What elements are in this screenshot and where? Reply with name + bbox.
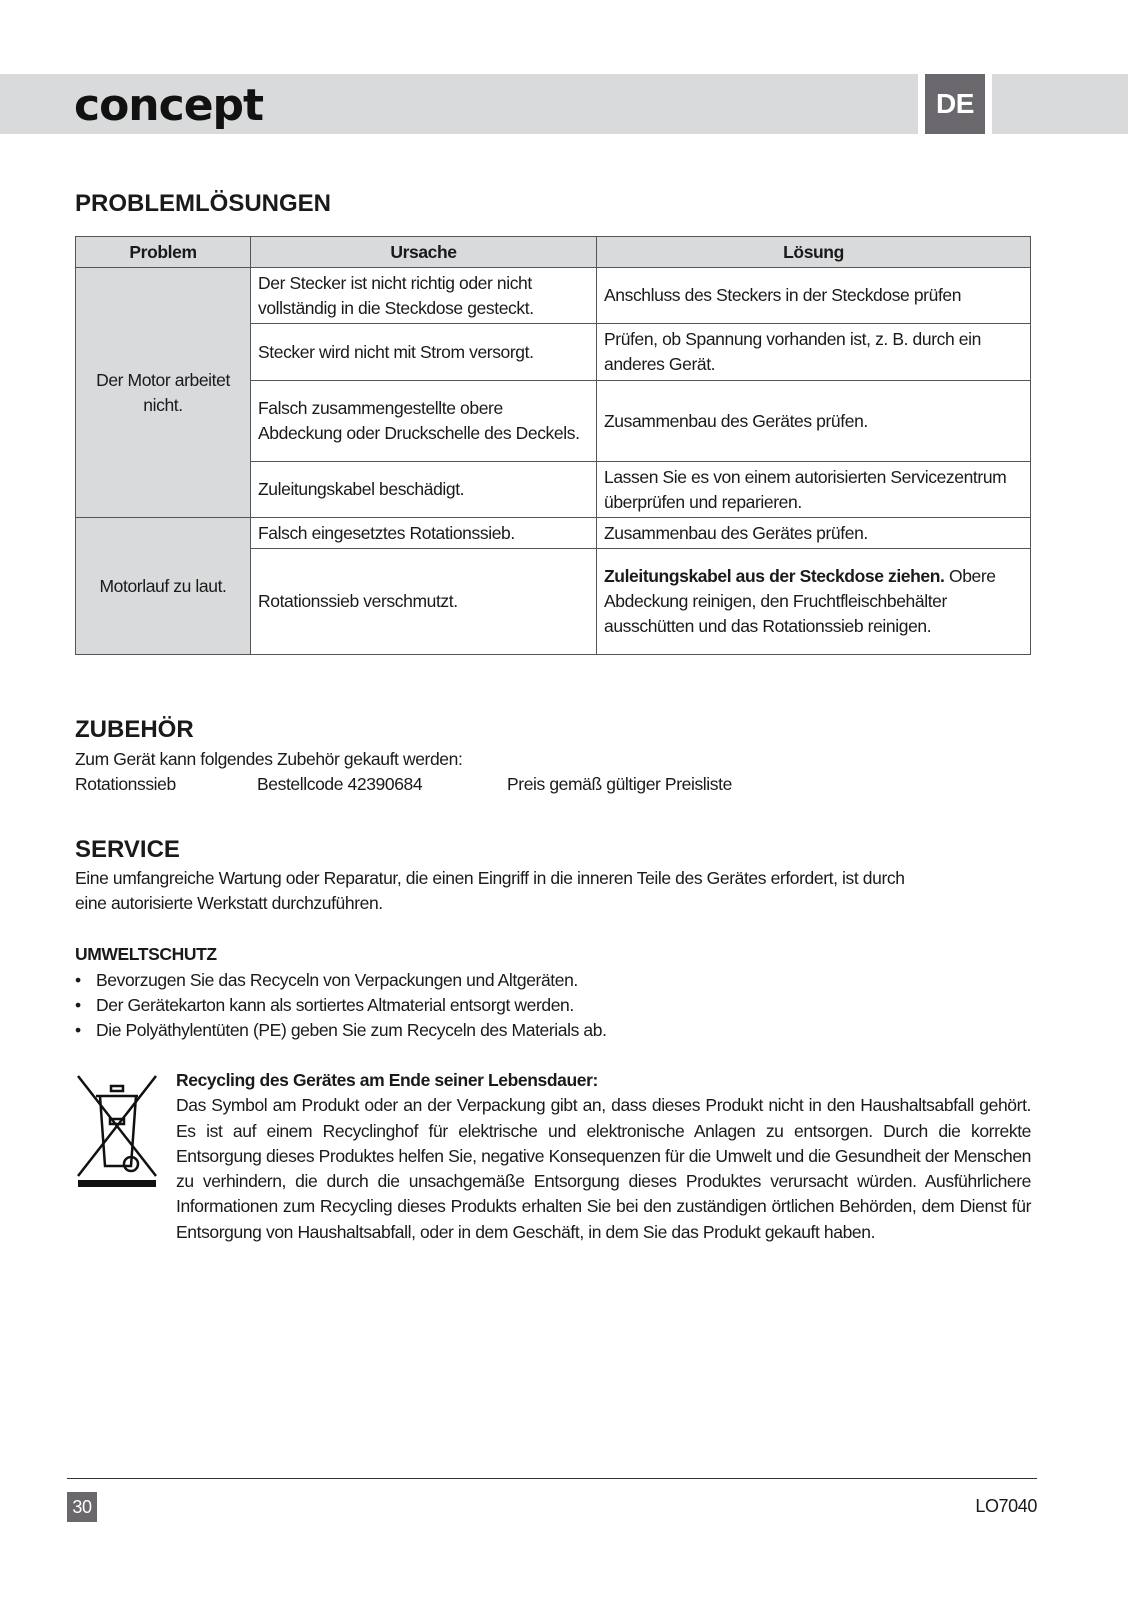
service-text: Eine umfangreiche Wartung oder Reparatur, die einen Eingriff in die inneren Teile des Gerätes erfordert, ist durch eine autorisierte Werkstatt durchzuführen. (75, 868, 905, 913)
header-bar-right (992, 74, 1128, 134)
model-number: LO7040 (975, 1496, 1037, 1516)
problem-cell: Der Motor arbeitet nicht. (76, 268, 251, 518)
environment-list (75, 968, 607, 1043)
page-number: 30 (67, 1492, 97, 1522)
accessories-intro: Zum Gerät kann folgendes Zubehör gekauft werden: (75, 749, 463, 769)
solution-cell (597, 549, 1031, 655)
solution-cell: Anschluss des Steckers in der Steckdose prüfen (597, 268, 1031, 324)
weee-bin-icon (76, 1074, 158, 1188)
col-header: Problem (76, 237, 251, 268)
cause-cell: Zuleitungskabel beschädigt. (251, 462, 597, 518)
col-header: Ursache (251, 237, 597, 268)
solution-bold: Zuleitungskabel aus der Steckdose ziehen. (604, 566, 945, 586)
list-item: • Die Polyäthylentüten (PE) geben Sie zum Recyceln des Materials ab. (75, 1018, 607, 1043)
col-header: Lösung (597, 237, 1031, 268)
cause-cell: Stecker wird nicht mit Strom versorgt. (251, 324, 597, 381)
solution-cell: Prüfen, ob Spannung vorhanden ist, z. B. durch ein anderes Gerät. (597, 324, 1031, 381)
troubleshooting-table (75, 236, 1031, 655)
cause-cell: Falsch zusammengestellte obere Abdeckung oder Druckschelle des Deckels. (251, 381, 597, 462)
list-item: • Der Gerätekarton kann als sortiertes Altmaterial entsorgt werden. (75, 993, 607, 1018)
cause-cell: Der Stecker ist nicht richtig oder nicht vollständig in die Steckdose gesteckt. (251, 268, 597, 324)
cause-cell: Falsch eingesetztes Rotationssieb. (251, 518, 597, 549)
accessory-item: Rotationssieb (75, 774, 176, 794)
troubleshooting-title: PROBLEMLÖSUNGEN (75, 190, 332, 217)
environment-title: UMWELTSCHUTZ (75, 944, 217, 964)
solution-cell: Zusammenbau des Gerätes prüfen. (597, 518, 1031, 549)
solution-cell: Lassen Sie es von einem autorisierten Servicezentrum überprüfen und reparieren. (597, 462, 1031, 518)
footer-divider (67, 1478, 1037, 1479)
cause-cell: Rotationssieb verschmutzt. (251, 549, 597, 655)
accessories-title: ZUBEHÖR (75, 716, 194, 743)
service-title: SERVICE (75, 836, 180, 863)
problem-cell: Motorlauf zu laut. (76, 518, 251, 655)
accessory-price: Preis gemäß gültiger Preisliste (507, 774, 732, 794)
solution-text: Obere Abdeckung reinigen, den Fruchtfleischbehälter ausschütten und das Rotationssieb reinigen. (604, 566, 996, 636)
accessory-code: Bestellcode 42390684 (257, 774, 423, 794)
recycling-title: Recycling des Gerätes am Ende seiner Lebensdauer: (176, 1070, 598, 1090)
recycling-section (176, 1068, 1031, 1245)
list-item: • Bevorzugen Sie das Recyceln von Verpackungen und Altgeräten. (75, 968, 607, 993)
brand-logo: concept (74, 80, 264, 131)
recycling-text: Das Symbol am Produkt oder an der Verpackung gibt an, dass dieses Produkt nicht in den Haushaltsabfall gehört. Es ist auf einem Recyclinghof für elektrische und elektronische Anlagen zu entsorgen. Durch die korrekte Entsorgung dieses Produktes helfen Sie, negative Konsequenzen für die Umwelt und die Gesundheit der Menschen zu verhindern, die durch die unsachgemäße Entsorgung dieses Produktes verursacht würden. Ausführlichere Informationen zum Recycling dieses Produkts erhalten Sie bei den zuständigen örtlichen Behörden, dem Dienst für Entsorgung von Haushaltsabfall, oder in dem Geschäft, in dem Sie das Produkt gekauft haben. (176, 1095, 1031, 1242)
solution-cell: Zusammenbau des Gerätes prüfen. (597, 381, 1031, 462)
language-badge: DE (925, 74, 985, 134)
